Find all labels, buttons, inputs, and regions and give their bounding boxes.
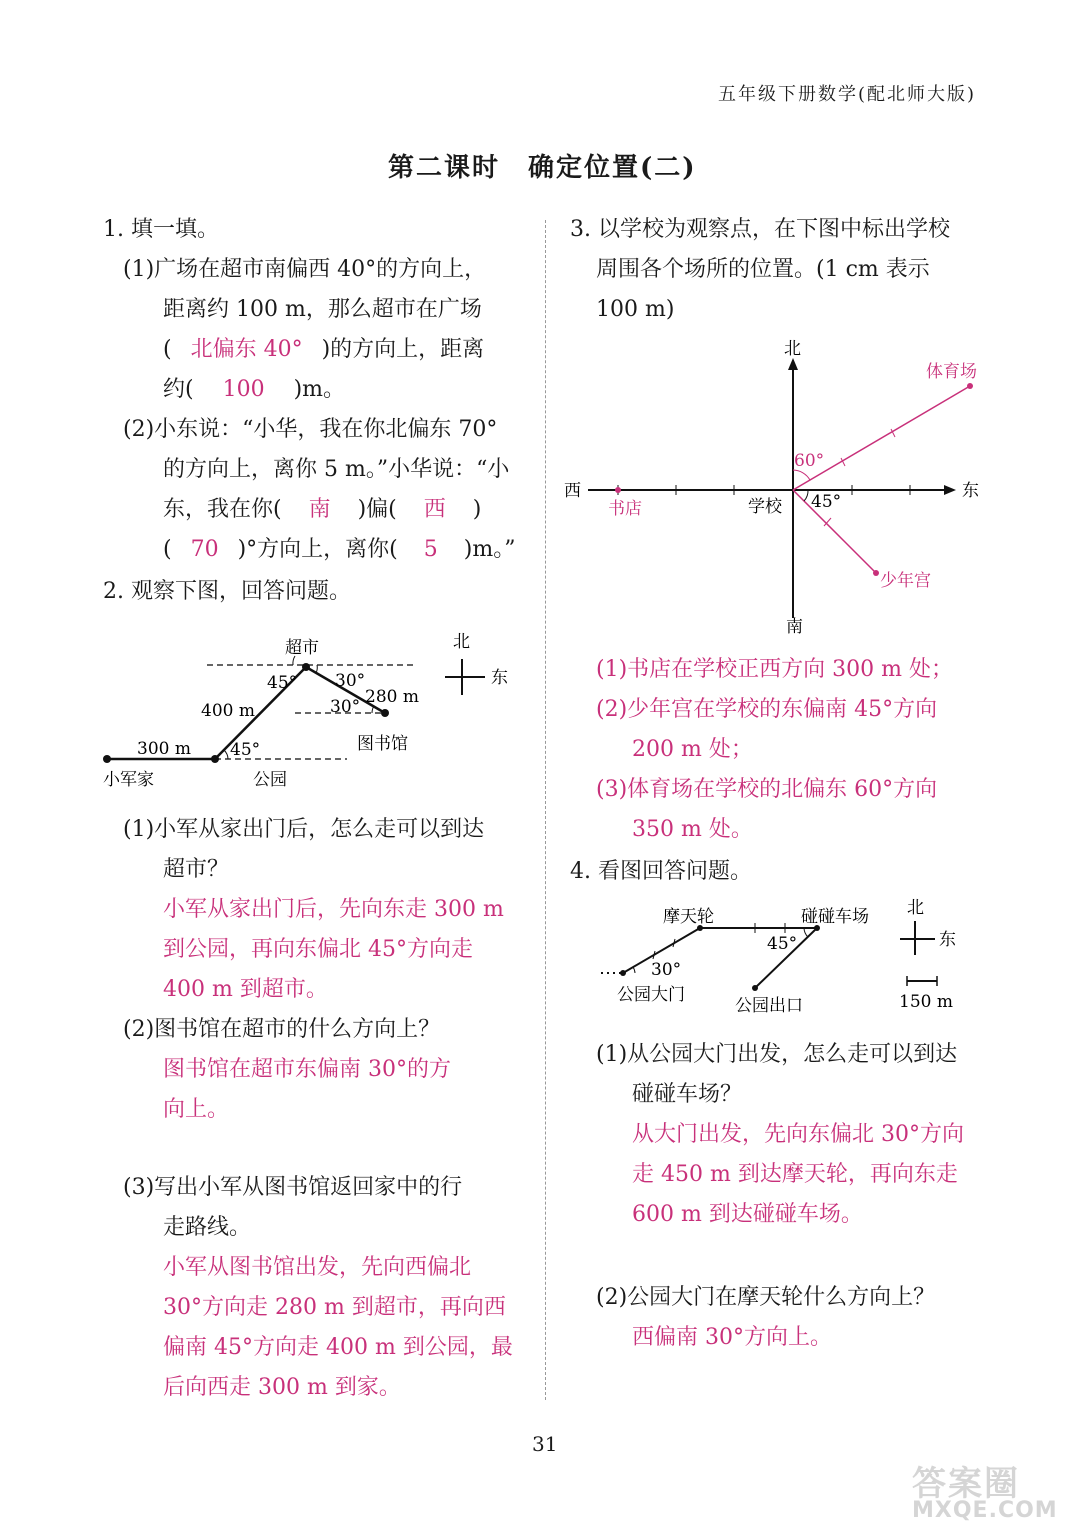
book-header: 五年级下册数学(配北师大版) [718,84,977,105]
q2-1-answer-1: 小军从家出门后，先向东走 300 m [163,897,504,922]
q2-1-answer-2: 到公园，再向东偏北 45°方向走 [163,937,473,962]
label-youth-palace: 少年宫 [880,571,931,591]
q1-1-line3 [163,330,484,370]
angle-arc-park [224,750,228,759]
q4-title: 4. 看图回答问题。 [570,859,752,884]
label-school: 学校 [748,497,782,517]
answer-direction: 北偏东 40° [190,337,303,362]
q4-park-diagram [595,893,995,1023]
angle-arc-30 [633,967,635,973]
supermarket-point [302,663,310,671]
stadium-point [967,383,973,389]
q2-3-line1: (3)写出小军从图书馆返回家中的行 [123,1175,463,1200]
q3-answer-3b: 350 m 处。 [632,817,753,842]
q1-2-line3 [163,490,481,530]
label-bumper: 碰碰车场 [801,907,869,927]
label-exit: 公园出口 [735,996,803,1016]
q4-2-line1: (2)公园大门在摩天轮什么方向上？ [596,1285,936,1310]
q1-2-line2: 的方向上，离你 5 m。”小华说：“小 [163,457,510,482]
q1-2-line3-mid: )偏( [357,497,397,522]
q4-1-line2: 碰碰车场？ [632,1082,743,1107]
q1-1-line3-text: )的方向上，距离 [321,337,485,362]
arrow-east-icon [944,485,956,495]
label-home: 小军家 [103,770,154,790]
q4-1-line1: (1)从公园大门出发，怎么走可以到达 [596,1042,958,1067]
q2-3-answer-1: 小军从图书馆出发，先向西偏北 [163,1255,472,1280]
q3-position-diagram [558,332,988,642]
label-park: 公园 [253,770,287,790]
q1-2-line3-close: ) [472,497,482,522]
answer-distance: 100 [222,377,265,402]
label-scale: 150 m [899,992,953,1012]
q3-answer-2a: (2)少年宫在学校的东偏南 45°方向 [596,697,938,722]
q1-2-line4-post: )m。” [463,537,516,562]
label-angle-30-super: 30° [335,671,366,691]
label-ferris: 摩天轮 [663,907,714,927]
watermark-url: MXQE.COM [912,1498,1058,1523]
label-north: 北 [784,339,801,359]
label-angle-30: 30° [651,960,682,980]
q2-2-answer-2: 向上。 [163,1097,230,1122]
page-number: 31 [532,1432,558,1456]
library-point [381,709,389,717]
label-supermarket: 超市 [285,638,319,658]
q3-answer-2b: 200 m 处； [632,737,753,762]
q1-2-line4-open: ( [163,537,172,562]
q1-1-line4-pre: 约( [163,377,194,402]
label-gate: 公园大门 [617,985,685,1005]
q3-answer-3a: (3)体育场在学校的北偏东 60°方向 [596,777,938,802]
q1-1-line2: 距离约 100 m，那么超市在广场 [163,297,482,322]
angle-arc-45 [804,490,808,501]
label-dist-park-super: 400 m [201,701,255,721]
q3-answer-1: (1)书店在学校正西方向 300 m 处； [596,657,953,682]
paren-open: ( [163,337,172,362]
angle-arc-45 [804,928,808,937]
page-title: 第二课时 确定位置(二) [388,153,697,183]
gate-point [620,970,626,976]
q3-line3: 100 m) [596,297,675,322]
q2-2-line1: (2)图书馆在超市的什么方向上？ [123,1017,441,1042]
q4-1-answer-1: 从大门出发，先向东偏北 30°方向 [632,1122,964,1147]
q2-3-answer-2: 30°方向走 280 m 到超市，再向西 [163,1295,506,1320]
q4-1-answer-2: 走 450 m 到达摩天轮，再向东走 [632,1162,958,1187]
q1-2-line4 [163,530,515,570]
park-point [211,755,219,763]
ray-stadium [793,386,970,490]
q1-2-line1: (2)小东说：“小华，我在你北偏东 70° [123,417,498,442]
label-stadium: 体育场 [926,362,977,382]
label-angle-45: 45° [811,492,842,512]
q2-1-line2: 超市？ [163,857,230,882]
angle-arc-60 [793,470,810,480]
label-angle-45-super: 45° [267,673,298,693]
label-angle-45-park: 45° [230,740,261,760]
answer-angle: 70 [190,537,219,562]
q3-line1: 3. 以学校为观察点，在下图中标出学校 [570,217,950,242]
q4-2-answer: 西偏南 30°方向上。 [632,1325,832,1350]
angle-arc-super-right [316,665,317,673]
q2-route-diagram [95,625,535,800]
q1-1-line4-post: )m。 [293,377,346,402]
answer-south: 南 [308,497,331,522]
arrow-north-icon [788,358,798,370]
q2-3-line2: 走路线。 [163,1215,252,1240]
q2-3-answer-4: 后向西走 300 m 到家。 [163,1375,401,1400]
label-east: 东 [962,481,979,501]
compass-east: 东 [491,668,508,688]
q2-1-line1: (1)小军从家出门后，怎么走可以到达 [123,817,485,842]
label-dist-home-park: 300 m [137,739,191,759]
compass-north: 北 [453,632,470,652]
label-angle-60: 60° [794,451,825,471]
exit-point [752,985,758,991]
q1-1-line1: (1)广场在超市南偏西 40°的方向上， [123,257,487,282]
label-angle-45: 45° [767,934,798,954]
answer-meters: 5 [423,537,438,562]
label-library: 图书馆 [357,734,408,754]
q1-2-line4-mid: )°方向上，离你( [237,537,398,562]
label-bookstore: 书店 [608,499,642,519]
youth-palace-point [873,570,879,576]
q2-2-answer-1: 图书馆在超市东偏南 30°的方 [163,1057,451,1082]
q2-1-answer-3: 400 m 到超市。 [163,977,328,1002]
label-west: 西 [564,481,581,501]
q1-1-line4 [163,370,345,410]
q4-1-answer-3: 600 m 到达碰碰车场。 [632,1202,863,1227]
compass-east: 东 [939,930,956,950]
watermark-logo: 答案圈 [912,1464,1020,1504]
bookstore-point [615,487,621,493]
compass-north: 北 [907,898,924,918]
q1-title: 1. 填一填。 [103,217,219,242]
q1-2-line3-pre: 东，我在你( [163,497,282,522]
q2-title: 2. 观察下图，回答问题。 [103,579,351,604]
label-south: 南 [786,617,803,637]
q2-3-answer-3: 偏南 45°方向走 400 m 到公园，最 [163,1335,513,1360]
home-point [103,755,111,763]
column-divider [545,220,546,1400]
answer-west: 西 [423,497,446,522]
label-angle-30-library: 30° [330,697,361,717]
label-dist-super-lib: 280 m [365,687,419,707]
q3-line2: 周围各个场所的位置。(1 cm 表示 [596,257,930,282]
